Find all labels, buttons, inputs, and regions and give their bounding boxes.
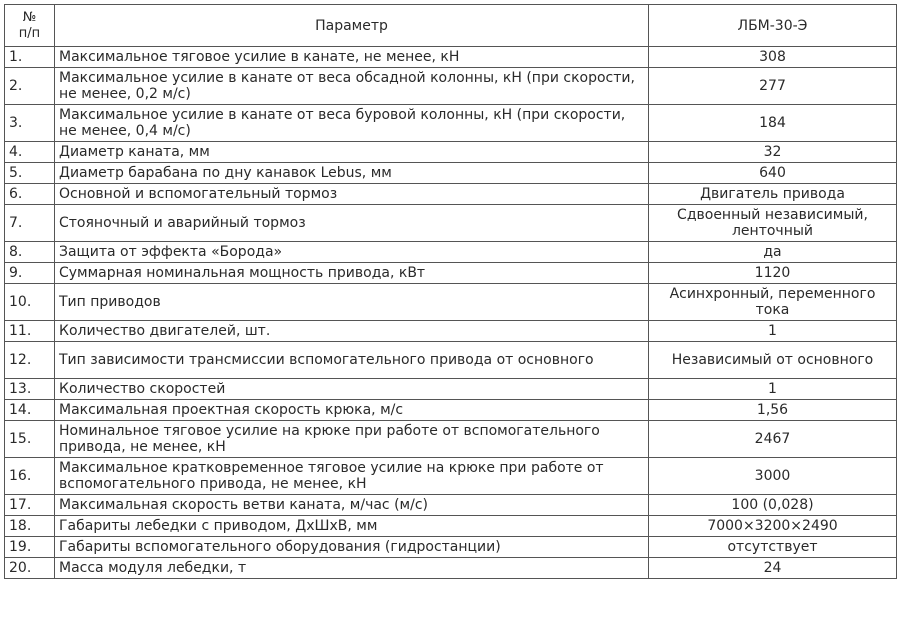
row-num: 1. bbox=[5, 47, 55, 68]
row-num: 11. bbox=[5, 321, 55, 342]
table-row bbox=[5, 263, 897, 284]
header-value: ЛБМ-30-Э bbox=[649, 5, 897, 47]
row-value: 2467 bbox=[649, 421, 897, 458]
table-row bbox=[5, 205, 897, 242]
row-num: 18. bbox=[5, 516, 55, 537]
row-param: Максимальное усилие в канате от веса буровой колонны, кН (при скорости, не менее, 0,4 м/с) bbox=[55, 105, 649, 142]
row-value: Независимый от основного bbox=[649, 342, 897, 379]
row-param: Защита от эффекта «Борода» bbox=[55, 242, 649, 263]
table-row bbox=[5, 379, 897, 400]
row-value: 7000×3200×2490 bbox=[649, 516, 897, 537]
row-num: 9. bbox=[5, 263, 55, 284]
row-param: Габариты лебедки с приводом, ДхШхВ, мм bbox=[55, 516, 649, 537]
row-value: 1,56 bbox=[649, 400, 897, 421]
table-row bbox=[5, 105, 897, 142]
row-value: 640 bbox=[649, 163, 897, 184]
table-row bbox=[5, 558, 897, 579]
row-param: Основной и вспомогательный тормоз bbox=[55, 184, 649, 205]
row-param: Номинальное тяговое усилие на крюке при работе от вспомогательного привода, не менее, кН bbox=[55, 421, 649, 458]
row-value: 32 bbox=[649, 142, 897, 163]
row-param: Максимальное тяговое усилие в канате, не менее, кН bbox=[55, 47, 649, 68]
row-param: Максимальная проектная скорость крюка, м/с bbox=[55, 400, 649, 421]
row-value: 277 bbox=[649, 68, 897, 105]
row-param: Диаметр каната, мм bbox=[55, 142, 649, 163]
row-value: 308 bbox=[649, 47, 897, 68]
row-num: 17. bbox=[5, 495, 55, 516]
table-row bbox=[5, 68, 897, 105]
row-value: 184 bbox=[649, 105, 897, 142]
table-row bbox=[5, 242, 897, 263]
header-param: Параметр bbox=[55, 5, 649, 47]
row-value: Асинхронный, переменного тока bbox=[649, 284, 897, 321]
table-row bbox=[5, 458, 897, 495]
row-param: Количество двигателей, шт. bbox=[55, 321, 649, 342]
table-row bbox=[5, 342, 897, 379]
table-row bbox=[5, 400, 897, 421]
table-row bbox=[5, 516, 897, 537]
row-value: Сдвоенный независимый, ленточный bbox=[649, 205, 897, 242]
row-num: 19. bbox=[5, 537, 55, 558]
row-value: 1120 bbox=[649, 263, 897, 284]
row-num: 2. bbox=[5, 68, 55, 105]
row-value: 1 bbox=[649, 321, 897, 342]
header-num bbox=[5, 5, 55, 47]
header-num-line2: п/п bbox=[18, 25, 41, 41]
row-num: 7. bbox=[5, 205, 55, 242]
table-row bbox=[5, 537, 897, 558]
row-param: Тип приводов bbox=[55, 284, 649, 321]
row-param: Тип зависимости трансмиссии вспомогательного привода от основного bbox=[55, 342, 649, 379]
row-num: 6. bbox=[5, 184, 55, 205]
row-num: 12. bbox=[5, 342, 55, 379]
row-param: Максимальное кратковременное тяговое усилие на крюке при работе от вспомогательного привода, не менее, кН bbox=[55, 458, 649, 495]
row-param: Максимальная скорость ветви каната, м/час (м/с) bbox=[55, 495, 649, 516]
row-num: 13. bbox=[5, 379, 55, 400]
row-param: Габариты вспомогательного оборудования (гидростанции) bbox=[55, 537, 649, 558]
row-value: отсутствует bbox=[649, 537, 897, 558]
row-num: 3. bbox=[5, 105, 55, 142]
header-row bbox=[5, 5, 897, 47]
row-value: 24 bbox=[649, 558, 897, 579]
table-row bbox=[5, 321, 897, 342]
row-value: 1 bbox=[649, 379, 897, 400]
row-param: Масса модуля лебедки, т bbox=[55, 558, 649, 579]
row-num: 4. bbox=[5, 142, 55, 163]
row-num: 8. bbox=[5, 242, 55, 263]
table-row bbox=[5, 163, 897, 184]
table-row bbox=[5, 142, 897, 163]
row-value: Двигатель привода bbox=[649, 184, 897, 205]
table-row bbox=[5, 495, 897, 516]
row-param: Стояночный и аварийный тормоз bbox=[55, 205, 649, 242]
row-value: 3000 bbox=[649, 458, 897, 495]
table-row bbox=[5, 421, 897, 458]
row-num: 15. bbox=[5, 421, 55, 458]
row-num: 14. bbox=[5, 400, 55, 421]
table-row bbox=[5, 184, 897, 205]
row-num: 10. bbox=[5, 284, 55, 321]
table-row bbox=[5, 284, 897, 321]
row-num: 16. bbox=[5, 458, 55, 495]
row-value: 100 (0,028) bbox=[649, 495, 897, 516]
row-value: да bbox=[649, 242, 897, 263]
row-num: 20. bbox=[5, 558, 55, 579]
row-param: Суммарная номинальная мощность привода, кВт bbox=[55, 263, 649, 284]
header-num-line1: № bbox=[22, 9, 37, 25]
row-param: Максимальное усилие в канате от веса обсадной колонны, кН (при скорости, не менее, 0,2 м/с) bbox=[55, 68, 649, 105]
row-param: Диаметр барабана по дну канавок Lebus, мм bbox=[55, 163, 649, 184]
spec-table bbox=[4, 4, 897, 579]
table-row bbox=[5, 47, 897, 68]
row-num: 5. bbox=[5, 163, 55, 184]
row-param: Количество скоростей bbox=[55, 379, 649, 400]
